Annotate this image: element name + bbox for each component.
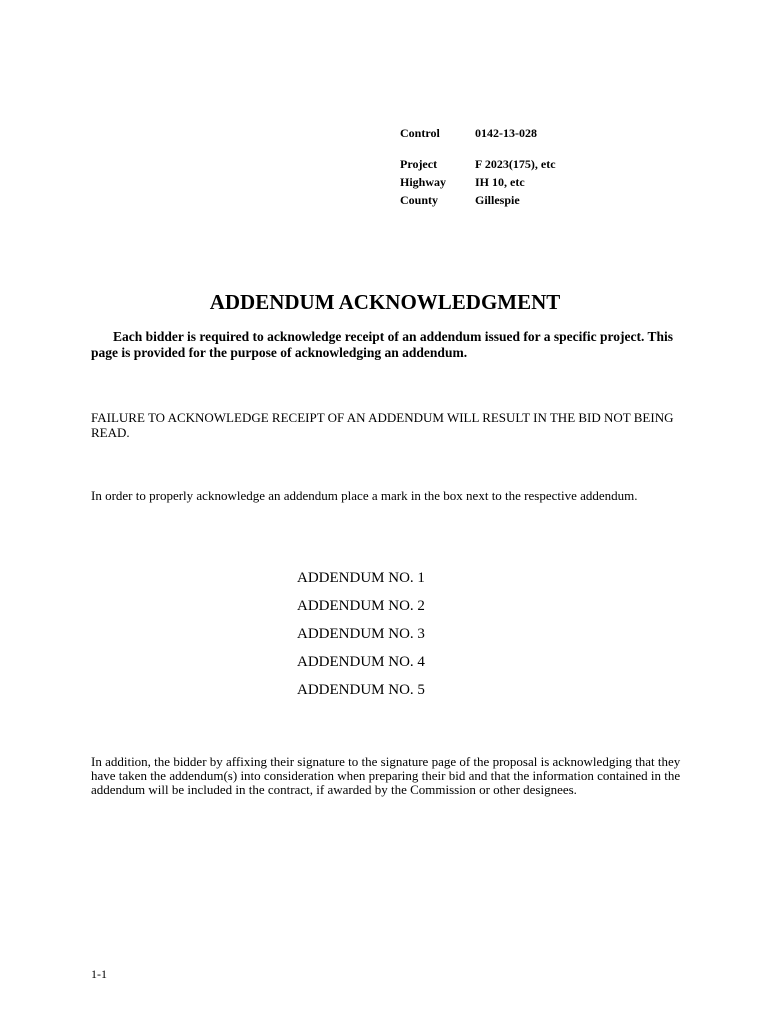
addendum-item-4: ADDENDUM NO. 4 [297, 654, 425, 670]
closing-paragraph: In addition, the bidder by affixing their signature to the signature page of the proposal is acknowledging that they have taken the addendum(s) into consideration when preparing their bid and that the information contained in the addendum will be included in the contract, if awarded by the Commission or other designees. [91, 754, 681, 797]
addendum-item-1: ADDENDUM NO. 1 [297, 570, 425, 586]
warning-paragraph: FAILURE TO ACKNOWLEDGE RECEIPT OF AN ADDENDUM WILL RESULT IN THE BID NOT BEING READ. [91, 410, 674, 440]
page-title: ADDENDUM ACKNOWLEDGMENT [209, 290, 561, 314]
addendum-item-2: ADDENDUM NO. 2 [297, 598, 425, 614]
county-row [400, 191, 556, 209]
control-label: Control [400, 126, 440, 140]
highway-row [400, 173, 556, 191]
control-row [400, 124, 556, 142]
control-value: 0142-13-028 [475, 126, 537, 140]
instruction-paragraph: In order to properly acknowledge an addendum place a mark in the box next to the respective addendum. [91, 488, 638, 503]
project-label: Project [400, 157, 438, 171]
intro-paragraph: Each bidder is required to acknowledge receipt of an addendum issued for a specific project. This page is provided for the purpose of acknowledging an addendum. [91, 329, 674, 360]
addendum-item-3: ADDENDUM NO. 3 [297, 626, 425, 642]
page-number: 1-1 [91, 967, 107, 981]
county-label: County [400, 193, 439, 207]
addendum-list [297, 564, 425, 704]
highway-value: IH 10, etc [475, 175, 525, 189]
project-row [400, 155, 556, 173]
project-value: F 2023(175), etc [475, 157, 556, 171]
highway-label: Highway [400, 175, 447, 189]
spacer [400, 142, 556, 155]
county-value: Gillespie [475, 193, 520, 207]
project-info-table [400, 124, 556, 209]
addendum-item-5: ADDENDUM NO. 5 [297, 682, 425, 698]
